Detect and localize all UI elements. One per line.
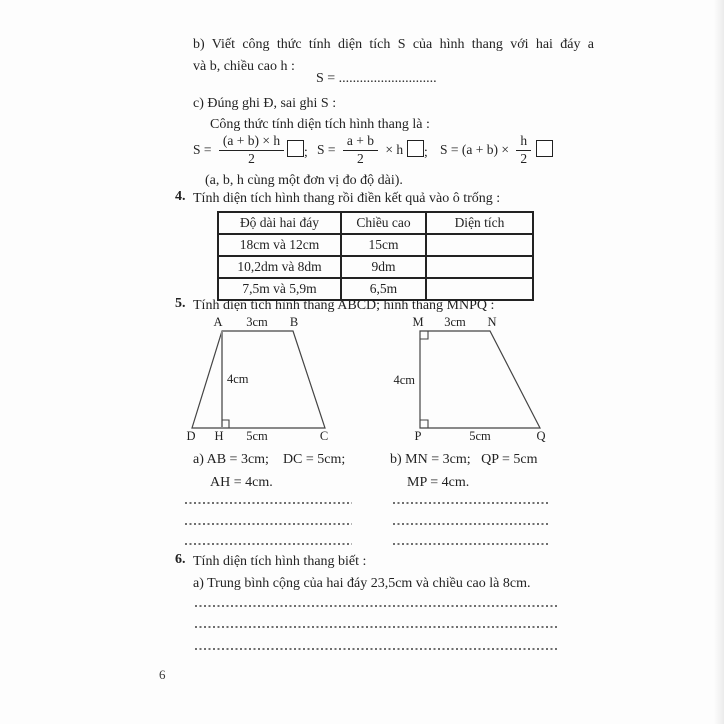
formula-1-fraction: $\frac{(a + b) \times h}{2}$ <box>219 133 284 168</box>
formula-1-lhs: S = <box>193 142 215 157</box>
exercise-6-number: 6. <box>175 552 186 567</box>
bottom-base-label-mnpq: 5cm <box>469 429 491 443</box>
answer-line-5a-2[interactable] <box>185 523 352 525</box>
table-cell-bases-row3: 7,5m và 5,9m <box>219 279 342 299</box>
section-b-answer-blank[interactable]: S = ............................ <box>316 71 437 86</box>
vertex-label-n: N <box>487 315 497 329</box>
table-cell-height-row3: 6,5m <box>342 279 427 299</box>
section-b-line1: b) Viết công thức tính diện tích S của hình thang với hai đáy a <box>193 37 594 52</box>
answer-line-6-2[interactable] <box>195 626 558 628</box>
vertex-label-c: C <box>319 429 329 443</box>
answer-checkbox-1[interactable] <box>287 140 304 157</box>
exercise-4-table <box>217 211 534 301</box>
formula-3-lhs: S = (a + b) × <box>440 142 513 157</box>
page-number: 6 <box>159 667 166 682</box>
formula-3 <box>440 131 535 169</box>
height-label-mnpq: 4cm <box>393 373 415 387</box>
formula-separator-1: ; <box>304 144 308 159</box>
right-angle-mark-h <box>222 420 229 428</box>
table-header-dien-tich: Diện tích <box>427 213 532 235</box>
answer-line-5a-3[interactable] <box>185 543 352 545</box>
answer-line-5b-2[interactable] <box>393 523 550 525</box>
answer-checkbox-2[interactable] <box>407 140 424 157</box>
vertex-label-d: D <box>186 429 196 443</box>
section-c-subheading: Công thức tính diện tích hình thang là : <box>210 117 430 132</box>
trapezoid-abcd-outline <box>192 331 325 428</box>
formula-2-fraction: $\frac{a + b}{2}$ <box>343 133 378 168</box>
answer-line-5a-1[interactable] <box>185 502 352 504</box>
formula-2-suffix: × h <box>381 142 404 157</box>
part-a-givens-line1: a) AB = 3cm; DC = 5cm; <box>193 452 346 467</box>
exercise-4-title: Tính diện tích hình thang rồi điền kết quả vào ô trống : <box>193 191 501 206</box>
part-b-givens-line1: b) MN = 3cm; QP = 5cm <box>390 452 538 467</box>
page-edge-shading <box>714 0 724 724</box>
exercise-4-number: 4. <box>175 189 186 204</box>
table-cell-bases-row2: 10,2dm và 8dm <box>219 257 342 279</box>
part-b-givens-line2: MP = 4cm. <box>407 475 470 490</box>
table-cell-bases-row1: 18cm và 12cm <box>219 235 342 257</box>
formula-1 <box>193 131 288 169</box>
answer-line-5b-1[interactable] <box>393 502 550 504</box>
height-label-abcd: 4cm <box>227 372 249 386</box>
exercise-5-title: Tính diện tích hình thang ABCD; hình thang MNPQ : <box>193 298 495 313</box>
table-cell-area-row2[interactable] <box>427 257 532 279</box>
vertex-label-m: M <box>412 315 424 329</box>
right-angle-mark-m <box>420 331 428 339</box>
answer-line-6-3[interactable] <box>195 648 558 650</box>
trapezoid-mnpq-diagram <box>385 316 555 446</box>
formula-2 <box>317 131 403 169</box>
part-a-givens-line2: AH = 4cm. <box>210 475 273 490</box>
table-cell-height-row2: 9dm <box>342 257 427 279</box>
answer-checkbox-3[interactable] <box>536 140 553 157</box>
section-b-line2: và b, chiều cao h : <box>193 59 295 74</box>
vertex-label-q: Q <box>536 429 546 443</box>
section-c-heading: c) Đúng ghi Đ, sai ghi S : <box>193 96 337 111</box>
table-cell-height-row1: 15cm <box>342 235 427 257</box>
exercise-5-number: 5. <box>175 296 186 311</box>
table-header-do-dai-hai-day: Độ dài hai đáy <box>219 213 342 235</box>
section-c-note: (a, b, h cùng một đơn vị đo độ dài). <box>205 173 403 188</box>
vertex-label-b: B <box>289 315 299 329</box>
foot-label-h: H <box>214 429 224 443</box>
formula-separator-2: ; <box>424 144 428 159</box>
formula-2-lhs: S = <box>317 142 339 157</box>
answer-line-5b-3[interactable] <box>393 543 550 545</box>
trapezoid-abcd-diagram <box>185 316 345 446</box>
formula-3-fraction: $\frac{h}{2}$ <box>516 133 531 168</box>
exercise-6-title: Tính diện tích hình thang biết : <box>193 554 367 569</box>
right-angle-mark-p <box>420 420 428 428</box>
vertex-label-p: P <box>414 429 422 443</box>
exercise-6-part-a: a) Trung bình cộng của hai đáy 23,5cm và chiều cao là 8cm. <box>193 576 531 591</box>
answer-line-6-1[interactable] <box>195 605 558 607</box>
vertex-label-a: A <box>213 315 223 329</box>
trapezoid-mnpq-outline <box>420 331 540 428</box>
top-base-label-abcd: 3cm <box>246 315 268 329</box>
top-base-label-mnpq: 3cm <box>444 315 466 329</box>
bottom-base-label-abcd: 5cm <box>246 429 268 443</box>
table-cell-area-row1[interactable] <box>427 235 532 257</box>
table-header-chieu-cao: Chiều cao <box>342 213 427 235</box>
